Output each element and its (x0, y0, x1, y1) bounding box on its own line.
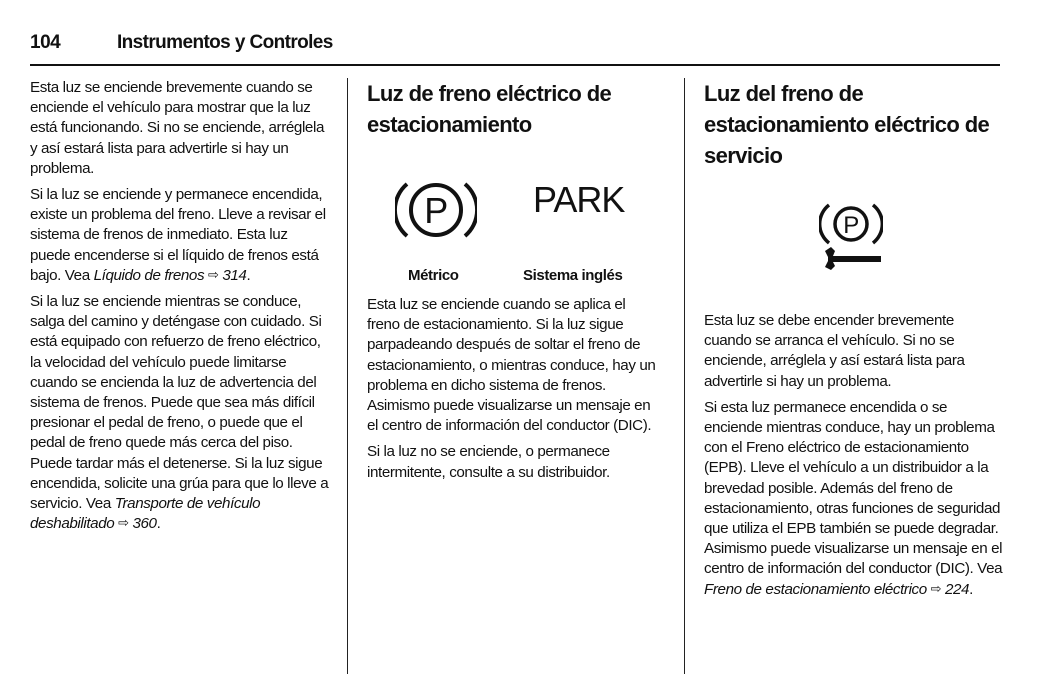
paragraph-text: Si esta luz permanece encendida o se enciende mientras conduce, hay un problema con el Freno eléctrico de estacionamiento (EPB). Lleve el vehículo a un distribuidor a la brevedad posible. Además del freno de estacionamiento, otras funciones de seguridad que utiliza el EPB también se puede degradar. Asimismo puede visualizarse un mensaje en el centro de información del conductor (DIC). Vea (704, 398, 1003, 578)
column-divider (347, 78, 348, 674)
page-number: 104 (30, 32, 61, 53)
paragraph: Esta luz se enciende cuando se aplica el freno de estacionamiento. Si la luz sigue parpadeando después de soltar el freno de estacionamiento, o mientras conduce, hay un problema en dicho sistema de frenos. Asimismo puede visualizarse un mensaje en el centro de información del conductor (DIC). (367, 296, 656, 435)
section-heading: Luz de freno eléctrico de estacionamiento (367, 81, 612, 137)
page-reference-arrow-icon: ⇨ (118, 515, 129, 531)
section-title: Instrumentos y Controles (117, 32, 333, 53)
paragraph: Si la luz se enciende y permanece encendida, existe un problema del freno. Lleve a revisar el sistema de frenos de inmediato. Esta luz puede encenderse si el líquido de frenos está bajo. Vea Líquido de frenos ⇨ 314. (30, 186, 326, 284)
svg-text:P: P (424, 190, 448, 231)
column-left (30, 78, 330, 540)
cross-reference-title: Transporte de vehículo deshabilitado (30, 495, 261, 533)
warning-light-symbol (704, 171, 1004, 311)
service-park-brake-wrench-icon (819, 199, 883, 271)
cross-reference-page: 224 (944, 580, 970, 598)
page-reference-arrow-icon: ⇨ (207, 266, 219, 282)
cross-reference-link[interactable] (94, 267, 247, 284)
paragraph: Si esta luz permanece encendida o se enciende mientras conduce, hay un problema con el Freno eléctrico de estacionamiento (EPB). Lleve el vehículo a un distribuidor a la brevedad posible. Además del freno de estacionamiento, otras funciones de seguridad que utiliza el EPB también se puede degradar. Asimismo puede visualizarse un mensaje en el centro de información del conductor (DIC). Vea Freno de estacionamiento eléctrico ⇨ 224. (704, 398, 1003, 598)
column-right (704, 78, 1004, 606)
caption-metric: Métrico (408, 267, 459, 284)
page-reference-arrow-icon: ⇨ (930, 580, 942, 596)
cross-reference-title: Freno de estacionamiento eléctrico (704, 580, 927, 598)
warning-light-symbols (367, 140, 657, 295)
paragraph-text: Si la luz se enciende y permanece encendida, existe un problema del freno. Lleve a revisar el sistema de frenos de inmediato. Esta luz puede encenderse si el líquido de frenos está bajo. Vea (30, 186, 326, 284)
cross-reference-title: Líquido de frenos (93, 266, 205, 284)
column-middle (367, 78, 657, 489)
caption-english: Sistema inglés (523, 267, 623, 284)
park-brake-circle-p-icon (395, 178, 477, 242)
column-divider (684, 78, 685, 674)
paragraph: Si la luz se enciende mientras se conduce, salga del camino y deténgase con cuidado. Si está equipado con refuerzo de freno eléctrico, la velocidad del vehículo puede limitarse cuando se encienda la luz de advertencia del sistema de frenos. Puede que sea más difícil presionar el pedal de freno, o puede que el pedal de freno quede más cerca del piso. Puede tardar más el detenerse. Si la luz sigue encendida, solicite una grúa para que lo lleve a servicio. Vea Transporte de vehículo deshabilitado ⇨ 360. (30, 293, 329, 533)
svg-text:P: P (843, 212, 859, 239)
section-heading: Luz del freno de estacionamiento eléctrico de servicio (704, 81, 990, 168)
paragraph-text: Si la luz se enciende mientras se conduce, salga del camino y deténgase con cuidado. Si está equipado con refuerzo de freno eléctrico, la velocidad del vehículo puede limitarse cuando se encienda la luz de advertencia del sistema de frenos. Puede que sea más difícil presionar el pedal de freno, o puede que el pedal de freno quede más cerca del piso. Puede tardar más el detenerse. Si la luz sigue encendida, solicite una grúa para que lo lleve a servicio. Vea (30, 293, 329, 513)
paragraph: Esta luz se debe encender brevemente cuando se arranca el vehículo. Si no se enciende, arréglela y así estará lista para advertirle si hay un problema. (704, 312, 965, 390)
paragraph: Esta luz se enciende brevemente cuando se enciende el vehículo para mostrar que la luz está funcionando. Si no se enciende, arréglela y así estará lista para advertirle si hay un problema. (30, 79, 325, 177)
cross-reference-link[interactable] (704, 581, 969, 598)
cross-reference-page: 314 (222, 266, 247, 284)
cross-reference-page: 360 (132, 515, 157, 533)
park-indicator-text: PARK (533, 179, 625, 220)
page-header (30, 30, 1000, 66)
paragraph: Si la luz no se enciende, o permanece intermitente, consulte a su distribuidor. (367, 443, 610, 481)
